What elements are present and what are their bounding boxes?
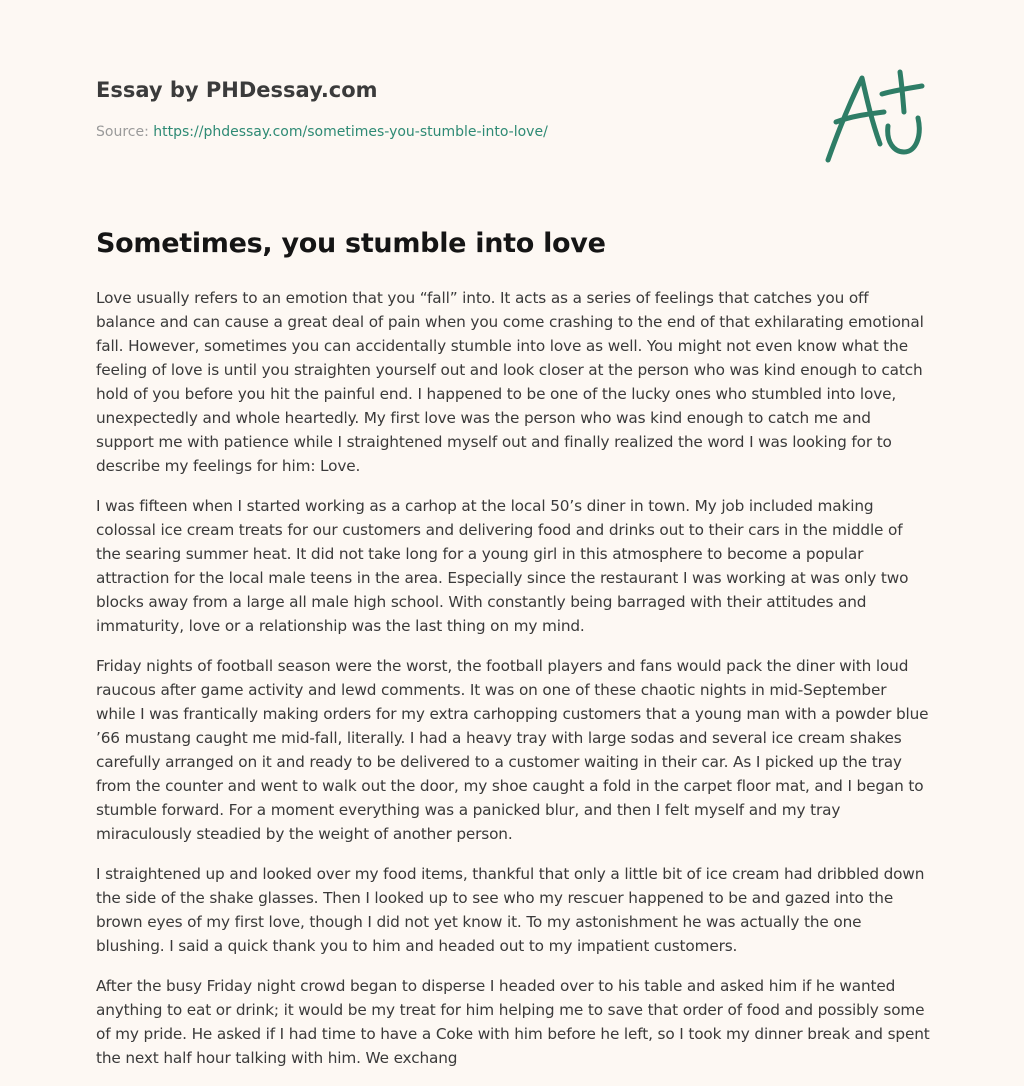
source-label: Source: bbox=[96, 124, 154, 140]
essay-title: Sometimes, you stumble into love bbox=[96, 228, 606, 259]
essay-body bbox=[96, 286, 930, 1086]
document-header bbox=[96, 76, 796, 142]
essay-paragraph-5: After the busy Friday night crowd began to disperse I headed over to his table and asked him if he wanted anything to eat or drink; it would be my treat for him helping me to save that order of food and possibly some of my pride. He asked if I had time to have a Coke with him before he left, so I took my dinner break and spent the next half hour talking with him. We exchang bbox=[96, 977, 930, 1067]
brand-title: Essay by PHDessay.com bbox=[96, 78, 378, 102]
source-link[interactable]: https://phdessay.com/sometimes-you-stumble-into-love/ bbox=[153, 124, 548, 140]
essay-paragraph-1: Love usually refers to an emotion that you “fall” into. It acts as a series of feelings that catches you off balance and can cause a great deal of pain when you come crashing to the end of that exhilarating emotional fall. However, sometimes you can accidentally stumble into love as well. You might not even know what the feeling of love is until you straighten yourself out and look closer at the person who was kind enough to catch hold of you before you hit the painful end. I happened to be one of the lucky ones who stumbled into love, unexpectedly and whole heartedly. My first love was the person who was kind enough to catch me and support me with patience while I straightened myself out and finally realized the word I was looking for to describe my feelings for him: Love. bbox=[96, 289, 924, 475]
essay-paragraph-2: I was fifteen when I started working as a carhop at the local 50’s diner in town. My job included making colossal ice cream treats for our customers and delivering food and drinks out to their cars in the middle of the searing summer heat. It did not take long for a young girl in this atmosphere to become a popular attraction for the local male teens in the area. Especially since the restaurant I was working at was only two blocks away from a large all male high school. With constantly being barraged with their attitudes and immaturity, love or a relationship was the last thing on my mind. bbox=[96, 497, 909, 635]
essay-paragraph-3: Friday nights of football season were the worst, the football players and fans would pack the diner with loud raucous after game activity and lewd comments. It was on one of these chaotic nights in mid-September while I was frantically making orders for my extra carhopping customers that a young man with a powder blue ’66 mustang caught me mid-fall, literally. I had a heavy tray with large sodas and several ice cream shakes carefully arranged on it and ready to be delivered to a customer waiting in their car. As I picked up the tray from the counter and went to walk out the door, my shoe caught a fold in the carpet floor mat, and I began to stumble forward. For a moment everything was a panicked blur, and then I felt myself and my tray miraculously steadied by the weight of another person. bbox=[96, 657, 929, 843]
a-plus-logo-icon bbox=[818, 66, 930, 166]
source-line bbox=[96, 122, 796, 142]
essay-paragraph-4: I straightened up and looked over my food items, thankful that only a little bit of ice cream had dribbled down the side of the shake glasses. Then I looked up to see who my rescuer happened to be and gazed into the brown eyes of my first love, though I did not yet know it. To my astonishment he was actually the one blushing. I said a quick thank you to him and headed out to my impatient customers. bbox=[96, 865, 925, 955]
